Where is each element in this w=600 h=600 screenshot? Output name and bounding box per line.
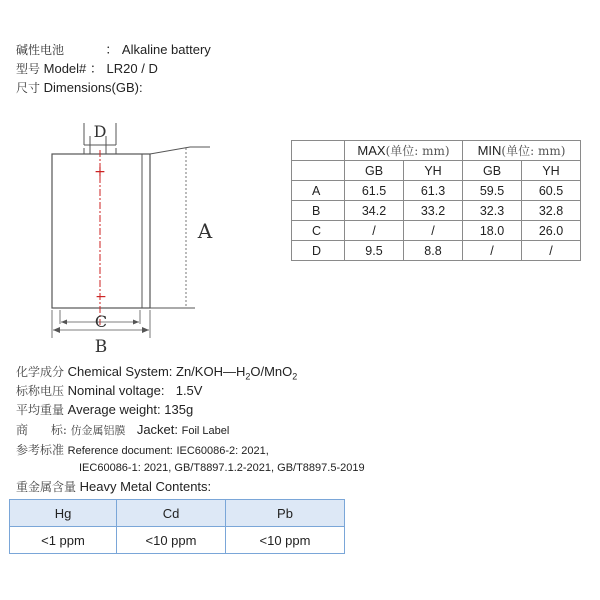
weight-value: 135g — [164, 402, 194, 417]
battery-type-zh: 碱性电池 — [16, 43, 65, 57]
model-value: LR20 / D — [106, 61, 158, 76]
row-label: B — [292, 201, 345, 221]
metal-header-cell: Pb — [226, 500, 345, 527]
dims-row-d — [292, 241, 581, 261]
sub-header-cell: GB — [345, 161, 404, 181]
max-label: MAX — [357, 143, 386, 158]
label-d: D — [93, 122, 107, 141]
minus-sign: − — [95, 289, 107, 305]
min-header — [463, 141, 581, 161]
jacket-zh-value: 仿金属铝膜 — [70, 424, 126, 437]
chemical-value — [176, 364, 298, 382]
table-cell: 61.3 — [404, 181, 463, 201]
chemical-value-part: O/MnO — [250, 364, 293, 379]
metal-value-cell: <10 ppm — [226, 527, 345, 554]
max-header — [345, 141, 463, 161]
sub-header-cell: YH — [404, 161, 463, 181]
dims-subheader-blank — [292, 161, 345, 181]
plus-sign: + — [94, 164, 106, 180]
jacket-value: Foil Label — [181, 425, 230, 437]
row-label: C — [292, 221, 345, 241]
chemical-value-part: Zn/KOH—H — [176, 364, 246, 379]
table-cell: 61.5 — [345, 181, 404, 201]
model-line — [16, 60, 158, 78]
reference-line — [16, 441, 269, 460]
nominal-voltage-line — [16, 382, 202, 400]
min-label: MIN — [477, 143, 502, 158]
table-cell: 34.2 — [345, 201, 404, 221]
sub-header-cell: YH — [522, 161, 581, 181]
reference-zh: 参考标准 — [16, 443, 65, 457]
table-cell: 18.0 — [463, 221, 522, 241]
dims-row-a — [292, 181, 581, 201]
heavy-metal-zh: 重金属含量 — [16, 480, 77, 494]
weight-zh: 平均重量 — [16, 403, 65, 417]
reference-doc-1: IEC60086-2: 2021, — [176, 445, 269, 457]
jacket-label: Jacket: — [136, 422, 178, 437]
table-cell: / — [404, 221, 463, 241]
jacket-zh: 商 标: — [16, 423, 67, 437]
chemical-label: Chemical System: — [67, 364, 173, 379]
table-cell: 59.5 — [463, 181, 522, 201]
table-cell: / — [345, 221, 404, 241]
dims-header-row — [292, 141, 581, 161]
heavy-metal-line — [16, 478, 211, 496]
label-a: A — [197, 219, 213, 243]
min-unit: (单位: mm) — [501, 144, 566, 158]
battery-type-sep: ： — [105, 42, 119, 57]
chemical-zh: 化学成分 — [16, 365, 65, 379]
table-cell: 60.5 — [522, 181, 581, 201]
dimensions-zh: 尺寸 — [16, 81, 41, 95]
max-unit: (单位: mm) — [385, 144, 450, 158]
metal-value-cell: <1 ppm — [10, 527, 117, 554]
row-label: D — [292, 241, 345, 261]
row-label: A — [292, 181, 345, 201]
dimensions-label: Dimensions(GB): — [43, 80, 143, 95]
reference-label: Reference document: — [67, 445, 173, 457]
table-cell: 33.2 — [404, 201, 463, 221]
dims-row-b — [292, 201, 581, 221]
table-cell: 8.8 — [404, 241, 463, 261]
heavy-metal-table — [9, 499, 345, 554]
weight-label: Average weight: — [67, 402, 161, 417]
dims-subheader-row — [292, 161, 581, 181]
table-cell: 32.8 — [522, 201, 581, 221]
dimensions-table — [291, 140, 581, 261]
dimensions-line — [16, 79, 143, 97]
table-cell: / — [522, 241, 581, 261]
label-c: C — [94, 312, 108, 331]
heavy-metal-label: Heavy Metal Contents: — [79, 479, 212, 494]
voltage-label: Nominal voltage: — [67, 383, 165, 398]
battery-diagram — [0, 110, 270, 360]
table-cell: 9.5 — [345, 241, 404, 261]
table-cell: 26.0 — [522, 221, 581, 241]
model-sep: ： — [89, 61, 103, 76]
battery-type-line — [16, 41, 211, 59]
sub-header-cell: GB — [463, 161, 522, 181]
voltage-zh: 标称电压 — [16, 384, 65, 398]
reference-doc-2: IEC60086-1: 2021, GB/T8897.1.2-2021, GB/T8897.5-2019 — [79, 462, 365, 474]
metal-value-row — [10, 527, 345, 554]
table-cell: 32.3 — [463, 201, 522, 221]
table-cell: / — [463, 241, 522, 261]
voltage-value: 1.5V — [175, 383, 203, 398]
chemical-subscript: 2 — [292, 371, 298, 382]
chemical-subscript: 2 — [245, 371, 251, 382]
metal-header-cell: Hg — [10, 500, 117, 527]
battery-type-value: Alkaline battery — [121, 42, 211, 57]
model-label: Model# — [43, 61, 87, 76]
average-weight-line — [16, 401, 193, 419]
model-zh: 型号 — [16, 62, 41, 76]
metal-header-row — [10, 500, 345, 527]
metal-value-cell: <10 ppm — [117, 527, 226, 554]
dims-row-c — [292, 221, 581, 241]
dims-corner-cell — [292, 141, 345, 161]
label-b: B — [94, 337, 108, 357]
jacket-line — [16, 421, 229, 440]
metal-header-cell: Cd — [117, 500, 226, 527]
